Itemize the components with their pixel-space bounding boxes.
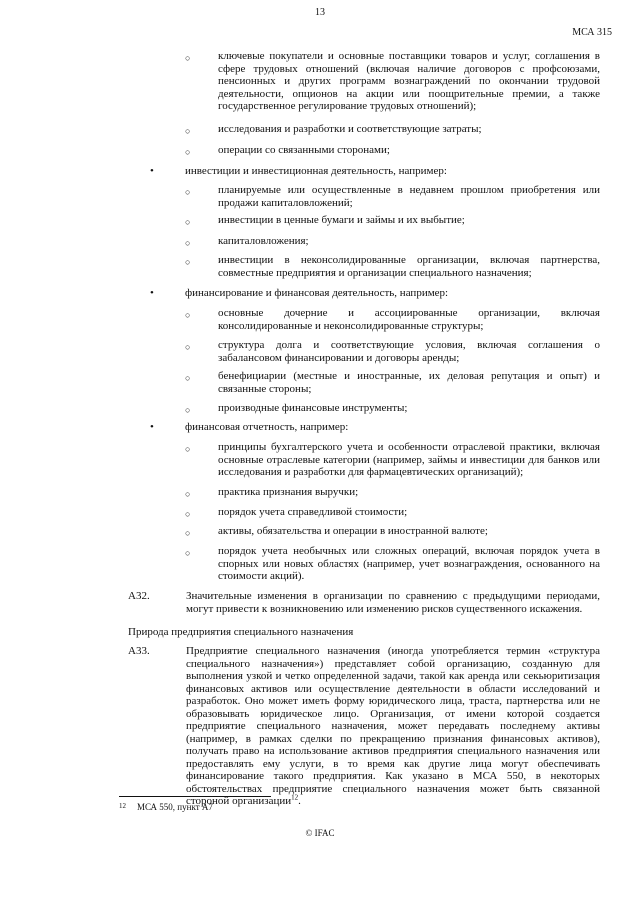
paragraph-number: A33. (128, 645, 150, 657)
footnote-reference[interactable]: 12 (291, 793, 299, 802)
hollow-bullet-icon: ○ (185, 217, 191, 227)
paragraph-a33: Предприятие специального назначения (иногда употребляется термин «структура специального назначения») представляет собой организацию, созданную для выполнения узкой и четко определенной задачи, такой как аренда или секьюритизация финансовых активов или осуществление деятельности в области исследований и разработок. Оно может иметь форму юридического лица, траста, партнерства или не образовывать юридическое лицо. Организация, от имени которой создается предприятие специального назначения, может передавать последнему активы (например, в рамках сделки по прекращению признания финансовых активов), получать право на использование активов предприятия специального назначения или предоставлять ему услуги, в то время как другие лица могут обеспечивать финансирование такого предприятия. Как указано в МСА 550, в некоторых обстоятельствах предприятие специального назначения может быть связанной стороной организации$^{12}$. (186, 645, 600, 807)
standard-code: МСА 315 (572, 27, 612, 38)
list-item: капиталовложения; (218, 235, 309, 247)
hollow-bullet-icon: ○ (185, 548, 191, 558)
hollow-bullet-icon: ○ (185, 310, 191, 320)
list-item: порядок учета справедливой стоимости; (218, 506, 408, 518)
list-item: практика признания выручки; (218, 486, 359, 498)
hollow-bullet-icon: ○ (185, 405, 191, 415)
hollow-bullet-icon: ○ (185, 257, 191, 267)
hollow-bullet-icon: ○ (185, 342, 191, 352)
list-item: бенефициарии (местные и иностранные, их деловая репутация и опыт) и связанные стороны; (218, 370, 600, 395)
page-number: 13 (315, 7, 325, 18)
paragraph-a33-text: Предприятие специального назначения (иногда употребляется термин «структура специального назначения») представляет собой организацию, созданную для выполнения узкой и четко определенной задачи, такой как аренда или секьюритизация финансовых активов или осуществление деятельности в области исследований и разработок. Оно может иметь форму юридического лица, траста, партнерства или не образовывать юридическое лицо. Организация, от имени которой создается предприятие специального назначения, может передавать последнему активы (например, в рамках сделки по прекращению признания финансовых активов), получать право на использование активов предприятия специального назначения или предоставлять ему услуги, в то время как другие лица могут обеспечивать финансирование такого предприятия. Как указано в МСА 550, в некоторых обстоятельствах предприятие специального назначения может быть связанной стороной организации (186, 645, 600, 807)
footnote-text: МСА 550, пункт A7 (137, 802, 213, 812)
list-item: порядок учета необычных или сложных операций, включая порядок учета в спорных или новых областях (например, учет вознаграждения, основанного на стоимости акций). (218, 545, 600, 582)
list-item: структура долга и соответствующие условия, включая соглашения о забалансовом финансировании и договоры аренды; (218, 339, 600, 364)
hollow-bullet-icon: ○ (185, 187, 191, 197)
hollow-bullet-icon: ○ (185, 509, 191, 519)
paragraph-number: A32. (128, 590, 150, 602)
list-item: инвестиции в ценные бумаги и займы и их выбытие; (218, 214, 465, 226)
list-item: планируемые или осуществленные в недавнем прошлом приобретения или продажи капиталовложений; (218, 184, 600, 209)
filled-bullet-icon: • (150, 165, 154, 177)
hollow-bullet-icon: ○ (185, 238, 191, 248)
hollow-bullet-icon: ○ (185, 53, 191, 63)
filled-bullet-icon: • (150, 421, 154, 433)
hollow-bullet-icon: ○ (185, 489, 191, 499)
footnote-divider (119, 796, 271, 797)
list-item: принципы бухгалтерского учета и особенности отраслевой практики, включая основные отраслевые категории (например, займы и инвестиции для банков или исследования и разработки для фармацевтических организаций); (218, 441, 600, 478)
section-heading: Природа предприятия специального назначения (128, 626, 354, 638)
list-item: основные дочерние и ассоциированные организации, включая консолидированные и неконсолидированные структуры; (218, 307, 600, 332)
footnote-number: 12 (119, 802, 126, 810)
hollow-bullet-icon: ○ (185, 373, 191, 383)
list-item: производные финансовые инструменты; (218, 402, 408, 414)
hollow-bullet-icon: ○ (185, 126, 191, 136)
list-item: операции со связанными сторонами; (218, 144, 390, 156)
list-item: активы, обязательства и операции в иностранной валюте; (218, 525, 488, 537)
hollow-bullet-icon: ○ (185, 444, 191, 454)
list-item-heading: финансирование и финансовая деятельность, например: (185, 287, 449, 299)
filled-bullet-icon: • (150, 287, 154, 299)
list-item-heading: инвестиции и инвестиционная деятельность, например: (185, 165, 447, 177)
list-item: инвестиции в неконсолидированные организации, включая партнерства, совместные предприятия и организации специального назначения; (218, 254, 600, 279)
hollow-bullet-icon: ○ (185, 528, 191, 538)
copyright-footer: © IFAC (305, 828, 335, 838)
list-item-heading: финансовая отчетность, например: (185, 421, 349, 433)
paragraph-a32: Значительные изменения в организации по сравнению с предыдущими периодами, могут привести к возникновению или изменению рисков существенного искажения. (186, 590, 600, 615)
hollow-bullet-icon: ○ (185, 147, 191, 157)
list-item: исследования и разработки и соответствующие затраты; (218, 123, 482, 135)
list-item: ключевые покупатели и основные поставщики товаров и услуг, соглашения в сфере трудовых отношений (включая наличие договоров с профсоюзами, пенсионных и других программ вознаграждений по окончании трудовой деятельности, опционов на акции или поощрительные премии, а также государственное регулирование трудовых отношений); (218, 50, 600, 112)
